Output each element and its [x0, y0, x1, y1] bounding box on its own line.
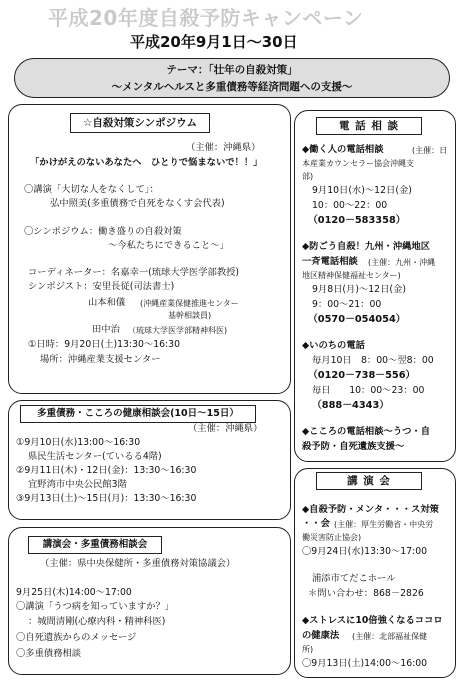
lecture-consult-datetime: 9月25日(木)14:00～17:00 [16, 587, 132, 598]
theme-line-2: ～メンタルヘルスと多重債務等経済問題への支援～ [111, 81, 353, 93]
symposium-panelist-3-role: （琉球大学医学部精神科医) [128, 326, 228, 335]
phone-consult-title: 電 話 相 談 [316, 117, 422, 135]
symposium-panelist-1: シンポジスト：安里長従(司法書士) [28, 281, 175, 292]
lecture-consult-message: 〇自死遺族からのメッセージ [16, 632, 137, 643]
phone-s4-title-b: 殺予防・自死遺族支援～ [302, 441, 405, 452]
phone-s2-date: 9月8日(月)～12日(金) [312, 284, 406, 295]
phone-s3-tel-2: （888－4343） [312, 400, 390, 411]
phone-s3-title: ◆いのちの電話 [302, 340, 365, 351]
symposium-slogan: 「かけがえのないあなたへ ひとりで悩まないで！！」 [30, 157, 263, 168]
phone-s3-row-2: 毎日 10：00～23：00 [312, 385, 425, 396]
koenkai-k1-venue: 浦添市てだこホール [312, 573, 396, 584]
phone-s1-title: ◆働く人の電話相談 [302, 144, 384, 155]
koenkai-k1-date: 〇9月24日(水)13:30～17:00 [302, 546, 428, 557]
koenkai-title: 講 演 会 [316, 472, 422, 490]
symposium-coordinator: コーディネーター：名嘉幸一(琉球大学医学部教授) [28, 267, 240, 278]
debt-consult-item-1-date: ①9月10日(水)13:00～16:30 [16, 437, 141, 448]
symposium-sympo-title: 〇シンポジウム：働き盛りの自殺対策 [24, 226, 182, 237]
symposium-organizer: （主催：沖縄県） [186, 142, 261, 153]
debt-consult-item-3-date: ③9月13日(土)～15日(月)：13:30～16:30 [16, 493, 197, 504]
symposium-venue: 場所：沖縄産業支援センター [40, 354, 161, 365]
symposium-lecture-title: 〇講演「大切な人をなくして」： [24, 184, 159, 195]
lecture-consult-organizer: （主催：県中央保健所・多重債務対策協議会） [40, 558, 236, 569]
debt-consult-item-1-place: 県民生活センター(ているる4階) [28, 451, 162, 462]
debt-consult-organizer: （主催：沖縄県） [188, 423, 263, 434]
theme-line-1: テーマ：「壮年の自殺対策」 [166, 64, 298, 76]
phone-s3-row-1: 毎月10日 8：00～翌8：00 [312, 355, 434, 366]
koenkai-k2-title-b: の健康法 [302, 630, 340, 641]
phone-s1-org-b: 本産業カウンセラー協会沖縄支 [302, 159, 414, 168]
lecture-consult-debt: 〇多重債務相談 [16, 648, 82, 659]
phone-s1-org-a: (主催：日 [412, 146, 448, 155]
koenkai-k2-org-a: (主催：北部福祉保健 [352, 632, 428, 641]
debt-consult-item-2-date: ②9月11日(木)・12日(金)：13:30～16:30 [16, 465, 197, 476]
koenkai-k2-title-a: ◆ストレスに10倍強くなるココロ [302, 615, 443, 626]
koenkai-k2-date: 〇9月13日(土)14:00～16:00 [302, 658, 428, 669]
phone-s2-time: 9：00～21：00 [312, 299, 382, 310]
phone-s2-org-a: (主催：九州・沖縄 [368, 258, 436, 267]
symposium-title: ☆自殺対策シンポジウム [70, 113, 210, 133]
campaign-period: 平成20年9月1日～30日 [130, 33, 298, 51]
phone-s3-tel-1: （0120－738－556） [308, 370, 416, 381]
lecture-consult-title: 講演会・多重債務相談会 [28, 536, 162, 554]
symposium-lecture-speaker: 弘中照美(多重債務で自死をなくす会代表) [50, 198, 225, 209]
phone-s1-tel: （0120－583358） [308, 215, 406, 226]
symposium-panelist-2-role-b: 基幹相談員) [168, 311, 212, 320]
phone-s2-title-a: ◆防ごう自殺！九州・沖縄地区 [302, 241, 431, 252]
symposium-panelist-2-name: 山本和儀 [88, 297, 126, 308]
phone-s2-tel: （0570－054054） [308, 314, 406, 325]
lecture-consult-lecture: 〇講演「うつ病を知っていますか？」 [16, 601, 175, 612]
phone-s1-time: 10：00～22：00 [312, 200, 388, 211]
symposium-sympo-subtitle: ～今私たちにできること～」 [108, 240, 229, 251]
lecture-consult-speaker: ：城間清剛(心療内科・精神科医) [28, 616, 166, 627]
phone-s1-date: 9月10日(水)～12日(金) [312, 185, 412, 196]
phone-s2-org-b: 地区精神保健福祉センター) [302, 271, 401, 280]
koenkai-k1-title-b: ・・会 [302, 518, 330, 529]
koenkai-k2-org-b: 所) [302, 645, 314, 654]
debt-consult-item-2-place: 宜野湾市中央公民館3階 [28, 479, 127, 490]
phone-s4-title-a: ◆こころの電話相談～うつ・自 [302, 426, 431, 437]
symposium-panelist-3-name: 田中治 [92, 324, 120, 335]
debt-consult-title: 多重債務・こころの健康相談会(10日～15日） [20, 405, 256, 423]
theme-banner [14, 58, 450, 98]
koenkai-k1-org-b: 働災害防止協会) [302, 533, 362, 542]
koenkai-k1-title-a: ◆自殺予防・メンタ・・・ス対策 [302, 504, 439, 515]
symposium-panelist-2-role-a: (沖縄産業保健推進センター [140, 299, 239, 308]
phone-s2-title-b: 一斉電話相談 [302, 256, 358, 267]
koenkai-k1-inquiry: ＊問い合わせ：868－2826 [308, 588, 424, 599]
symposium-datetime: ①日時：9月20日(土)13:30～16:30 [28, 339, 180, 350]
koenkai-k1-org-a: (主催：厚生労働省・中央労 [334, 520, 434, 529]
campaign-title: 平成20年度自殺予防キャンペーン [48, 6, 364, 30]
phone-s1-org-c: 部) [302, 172, 314, 181]
